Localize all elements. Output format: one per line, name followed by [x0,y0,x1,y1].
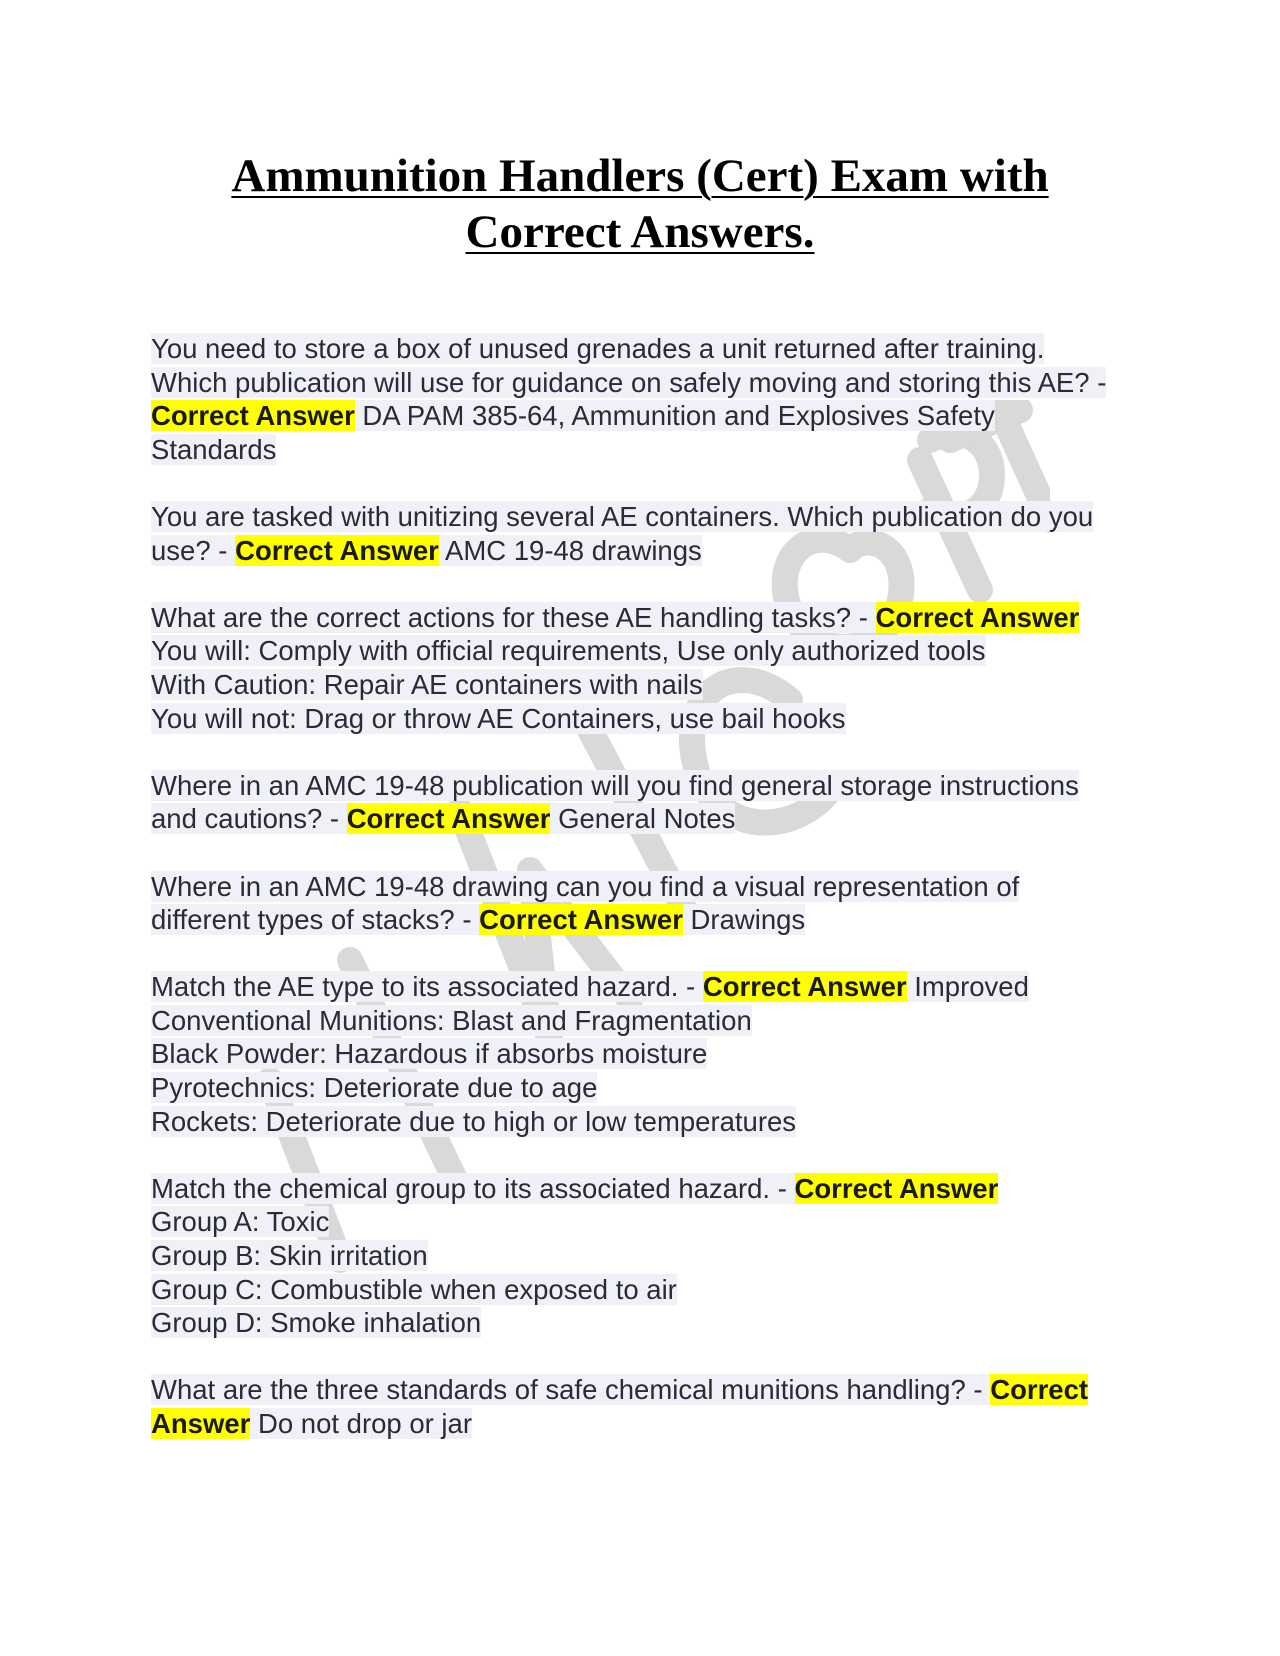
title-line-1: Ammunition Handlers (Cert) Exam with [231,150,1049,202]
correct-answer-label: Correct Answer [479,904,683,936]
answer-line: Group C: Combustible when exposed to air [151,1273,677,1305]
answer-line: Group A: Toxic [151,1206,330,1238]
question-text: What are the three standards of safe chemical munitions handling? - [151,1374,991,1406]
qa-item [151,601,1111,735]
question-text: Where in an AMC 19-48 drawing can you find a visual representation of different types of stacks? - [151,870,1020,936]
qa-item [151,500,1111,567]
question-text: You need to store a box of unused grenades a unit returned after training. Which publication will use for guidance on safely moving and storing this AE? - [151,333,1107,398]
answer-line: Rockets: Deteriorate due to high or low temperatures [151,1105,797,1137]
answer-text: General Notes [550,803,736,835]
answer-line: Black Powder: Hazardous if absorbs moisture [151,1038,708,1070]
qa-item [151,970,1111,1138]
answer-line: You will not: Drag or throw AE Containers, use bail hooks [151,702,846,734]
correct-answer-label: Correct Answer [794,1172,999,1204]
correct-answer-label: Correct Answer [151,400,355,432]
answer-text: AMC 19-48 drawings [438,534,702,566]
title-line-2: Correct Answers. [465,206,815,258]
answer-line: Group B: Skin irritation [151,1240,428,1272]
qa-item [151,1373,1111,1440]
question-text: What are the correct actions for these AE handling tasks? - [151,601,876,633]
answer-text: Do not drop or jar [250,1408,472,1439]
answer-line: With Caution: Repair AE containers with nails [151,668,703,700]
question-text: Match the chemical group to its associated hazard. - [151,1172,795,1204]
answer-text: Drawings [682,904,806,936]
answer-line: Group D: Smoke inhalation [151,1307,482,1339]
correct-answer-label: Correct Answer [235,534,439,566]
qa-item [151,332,1111,466]
correct-answer-label: Correct Answer [151,1374,1089,1439]
qa-item [151,769,1111,836]
question-text: You are tasked with unitizing several AE containers. Which publication do you use? - [151,500,1094,566]
answer-text: DA PAM 385-64, Ammunition and Explosives Safety Standards [151,400,995,465]
qa-item [151,1172,1111,1340]
qa-list [151,332,1111,1474]
correct-answer-label: Correct Answer [875,601,1080,633]
question-text: Match the AE type to its associated hazard. - [151,971,703,1003]
answer-text: You will: Comply with official requirements, Use only authorized tools [151,635,986,667]
question-text: Where in an AMC 19-48 publication will you find general storage instructions and cautions? - [151,769,1079,835]
answer-line: Pyrotechnics: Deteriorate due to age [151,1072,598,1104]
document-title [150,148,1130,260]
qa-item [151,870,1111,937]
answer-text: Improved Conventional Munitions: Blast and Fragmentation [151,971,1029,1036]
correct-answer-label: Correct Answer [702,971,907,1003]
correct-answer-label: Correct Answer [346,803,551,835]
